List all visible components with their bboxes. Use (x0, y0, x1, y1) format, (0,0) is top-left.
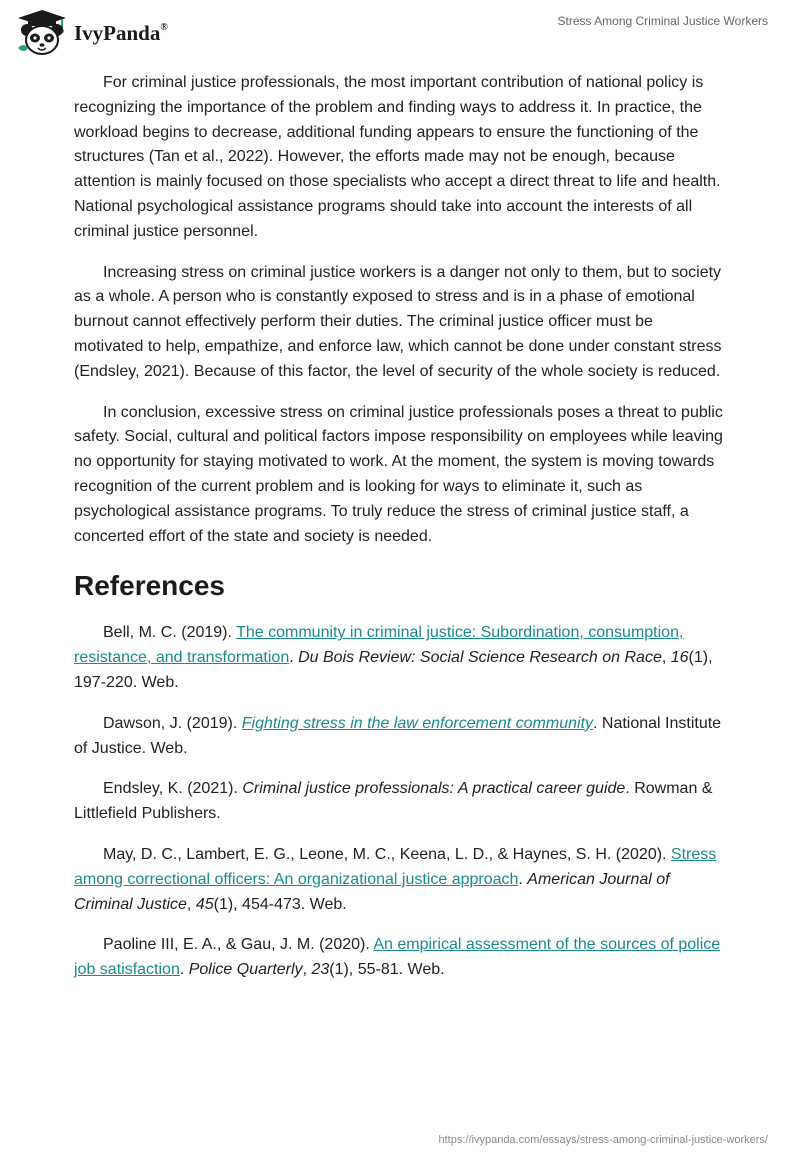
ref-sep: . (179, 961, 189, 979)
ref-journal: American Journal of Criminal Justice (74, 870, 670, 913)
ref-tail: (1), 55-81. Web. (329, 961, 445, 979)
ref-tail: . Rowman & Littlefield Publishers. (74, 780, 713, 823)
ref-sep: , (302, 961, 312, 979)
panda-logo-icon (14, 8, 70, 58)
ref-authors: Endsley, K. (2021). (103, 780, 243, 798)
registered-mark: ® (160, 21, 168, 33)
ref-sep: . (289, 649, 299, 667)
ref-link[interactable] (242, 715, 593, 732)
body-paragraph: Increasing stress on criminal justice workers is a danger not only to them, but to society as a whole. A person who is constantly exposed to stress and is in a phase of emotional burnout cannot effectively perform their duties. The criminal justice officer must be motivated to help, empathize, and enforce law, which cannot be done under constant stress (Endsley, 2021). Because of this factor, the level of security of the whole society is reduced. (74, 263, 722, 380)
ref-sep: . (518, 870, 528, 888)
brand-name (74, 21, 168, 46)
body-paragraph: In conclusion, excessive stress on criminal justice professionals poses a threat to public safety. Social, cultural and political factors impose responsibility on employees while leaving no opportunity for staying motivated to work. At the moment, the system is moving towards recognition of the current problem and is looking for ways to eliminate it, such as psychological assistance programs. To truly reduce the stress of criminal justice staff, a concerted effort of the state and society is needed. (74, 403, 723, 545)
ref-authors: Dawson, J. (2019). (103, 714, 242, 732)
ref-volume: 23 (311, 961, 330, 979)
reference-item (74, 843, 726, 917)
body-paragraph: For criminal justice professionals, the most important contribution of national policy is recognizing the importance of the problem and finding ways to address it. In practice, the workload begins to decrease, additional funding appears to ensure the functioning of the structures (Tan et al., 2022). However, the efforts made may not be enough, because attention is mainly focused on those specialists who accept a direct threat to life and health. National psychological assistance programs should take into account the interests of all criminal justice personnel. (74, 74, 721, 240)
references-heading: References (74, 570, 225, 602)
ref-title: Criminal justice professionals: A practical career guide (242, 780, 626, 798)
ref-tail: . National Institute of Justice. Web. (74, 714, 722, 757)
ref-journal: Du Bois Review: Social Science Research on Race (298, 649, 662, 667)
ref-authors: Bell, M. C. (2019). (103, 624, 237, 642)
reference-item (74, 933, 726, 983)
ref-tail: (1), 197-220. Web. (74, 649, 713, 691)
ref-authors: Paoline III, E. A., & Gau, J. M. (2020). (103, 936, 374, 954)
document-title: Stress Among Criminal Justice Workers (557, 14, 768, 28)
ref-volume: 45 (195, 895, 214, 913)
reference-item (74, 777, 726, 827)
reference-item (74, 621, 726, 695)
brand-text: IvyPanda (74, 20, 161, 45)
ref-sep: , (661, 649, 671, 667)
footer-url[interactable]: https://ivypanda.com/essays/stress-among-criminal-justice-workers/ (438, 1134, 768, 1146)
page-header (0, 0, 800, 70)
ref-tail: (1), 454-473. Web. (213, 895, 347, 913)
ref-authors: May, D. C., Lambert, E. G., Leone, M. C., Keena, L. D., & Haynes, S. H. (2020). (103, 845, 671, 863)
essay-content (74, 71, 726, 999)
ref-link[interactable]: The community in criminal justice: Subordination, consumption, resistance, and transformation (74, 624, 684, 667)
reference-item (74, 712, 726, 762)
ref-journal: Police Quarterly (188, 961, 303, 979)
ref-link-text: Fighting stress in the law enforcement community (241, 714, 593, 732)
ref-link[interactable]: An empirical assessment of the sources of police job satisfaction (74, 936, 721, 979)
ref-sep: , (186, 895, 196, 913)
ref-link[interactable]: Stress among correctional officers: An organizational justice approach (74, 845, 717, 888)
ivypanda-logo[interactable] (14, 8, 168, 58)
ref-volume: 16 (670, 649, 689, 667)
